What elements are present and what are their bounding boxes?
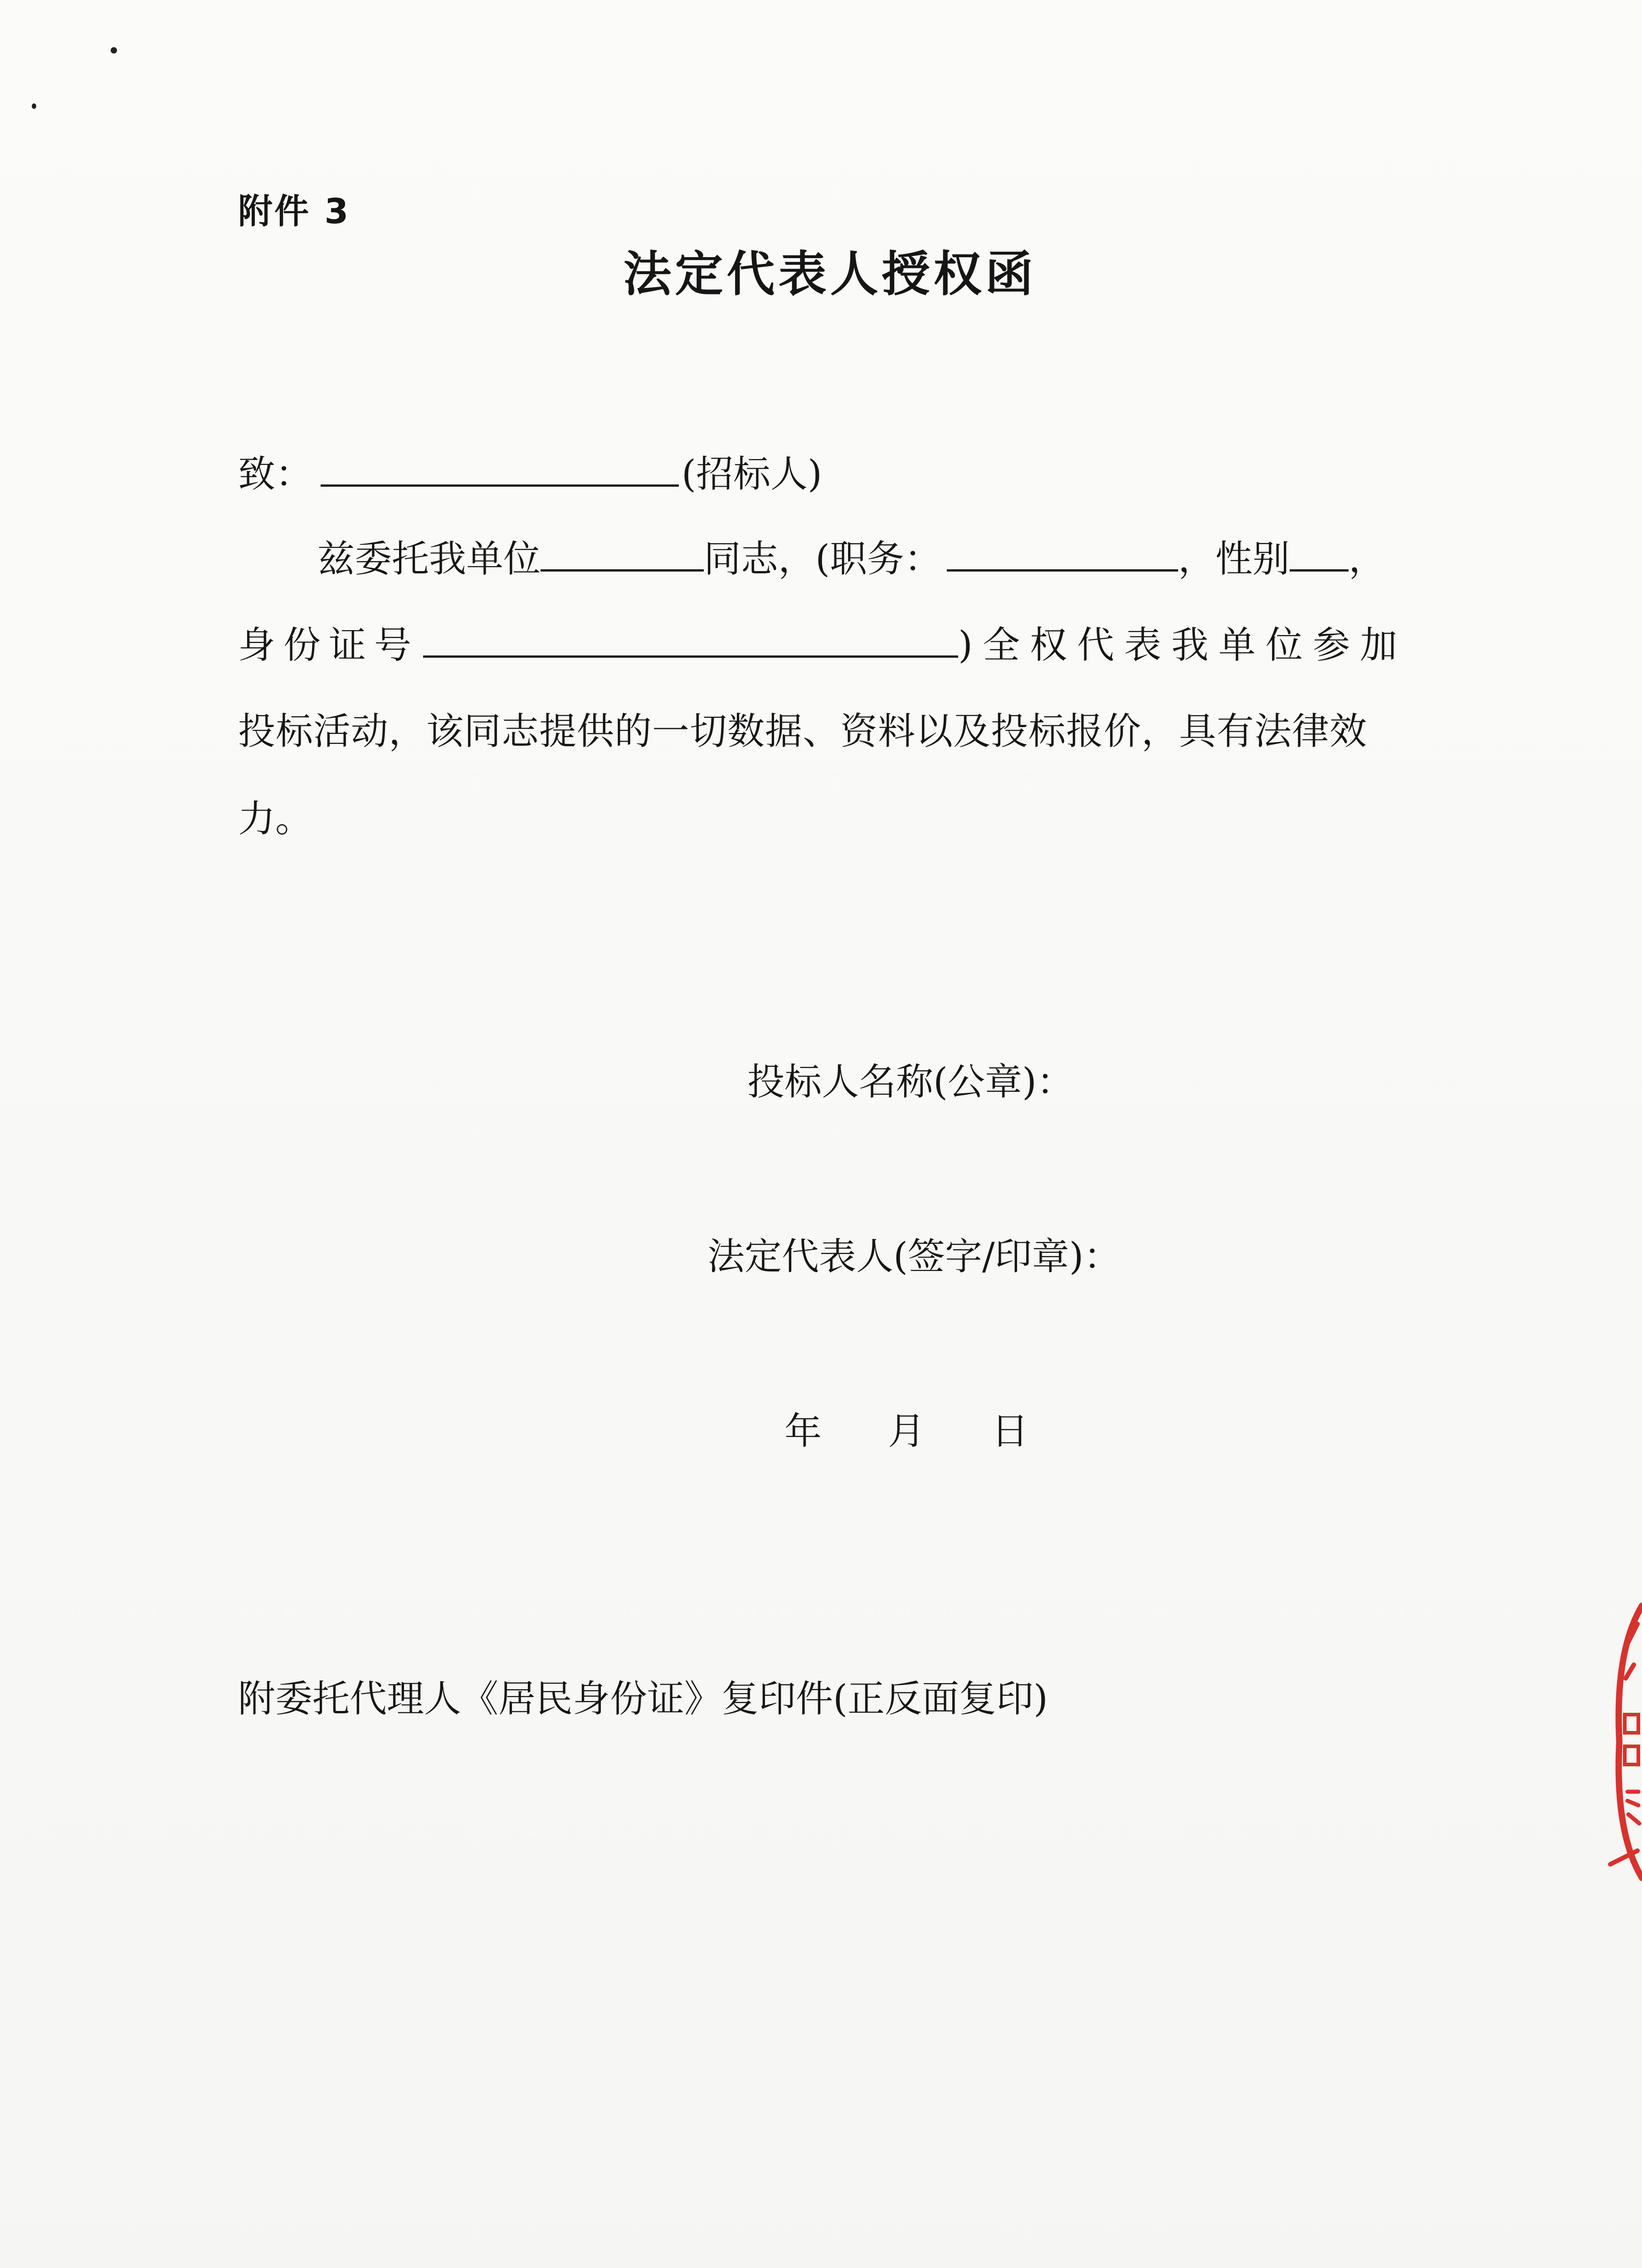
addressee-prefix: 致： — [238, 453, 313, 496]
date-year: 年 — [784, 1410, 822, 1453]
legal-rep-label: 法定代表人(签字/印章)： — [707, 1235, 1121, 1278]
id-number-blank — [423, 624, 958, 658]
bidder-name-label: 投标人名称(公章)： — [747, 1061, 1074, 1104]
addressee-line — [238, 453, 822, 496]
addressee-blank — [321, 453, 679, 487]
body-line-1 — [317, 538, 1386, 581]
body-text-position: 同志，(职务： — [704, 538, 942, 581]
body-text-entrust: 兹委托我单位 — [317, 538, 541, 581]
body-line-3 — [238, 710, 1368, 753]
id-prefix: 身份证号 — [238, 624, 420, 667]
name-blank — [541, 538, 704, 572]
attachment-label: 附件 3 — [238, 191, 351, 231]
addressee-suffix: (招标人) — [682, 453, 822, 496]
scan-speck — [111, 47, 117, 54]
body-line-2 — [238, 624, 1408, 667]
position-blank — [947, 538, 1178, 572]
date-month: 月 — [888, 1410, 926, 1453]
body-text-comma: ， — [1349, 538, 1386, 581]
appendix-note: 附委托代理人《居民身份证》复印件(正反面复印) — [238, 1677, 1048, 1721]
gender-blank — [1290, 538, 1349, 572]
date-day: 日 — [991, 1410, 1029, 1453]
page-title: 法定代表人授权函 — [623, 246, 1037, 302]
date-line — [784, 1410, 1029, 1453]
body-text-gender: ，性别 — [1178, 538, 1290, 581]
red-seal-fragment — [1606, 1597, 1642, 1887]
body-line-4 — [238, 797, 313, 841]
body-text-line4: 力。 — [238, 797, 313, 841]
id-suffix: )全权代表我单位参加 — [958, 624, 1408, 667]
body-text-line3: 投标活动，该同志提供的一切数据、资料以及投标报价，具有法律效 — [238, 710, 1368, 753]
scan-speck — [32, 103, 36, 109]
